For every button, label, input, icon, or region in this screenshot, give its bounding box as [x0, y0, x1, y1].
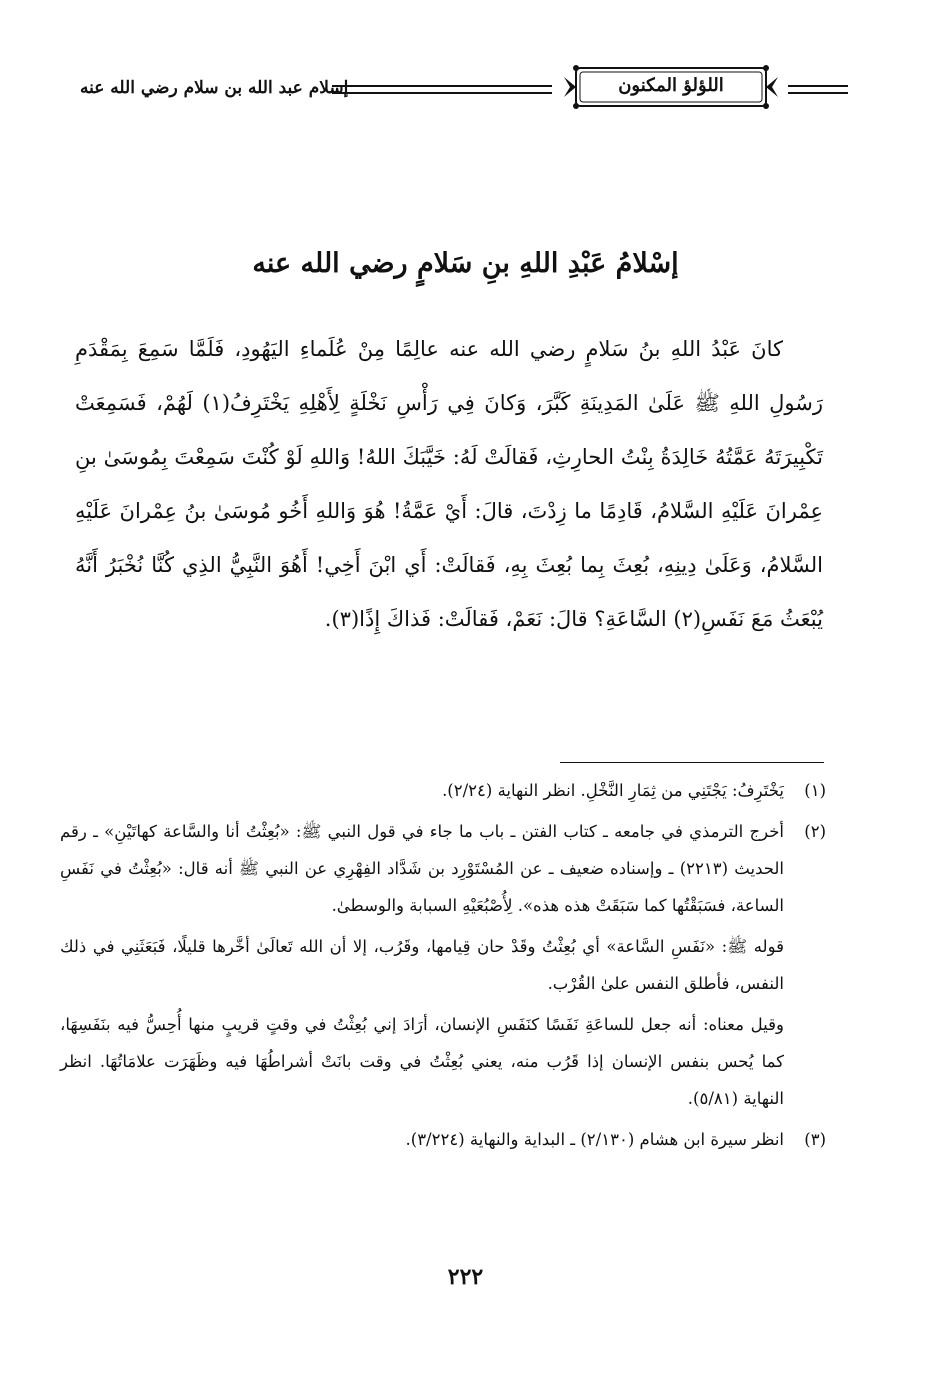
- footnote-text: أخرج الترمذي في جامعه ـ كتاب الفتن ـ باب ما جاء في قول النبي ﷺ: «بُعِثْتُ أنا والسَّاعة كهاتَيْنِ» ـ رقم الحديث (٢٢١٣) ـ وإسناده ضعيف ـ عن المُسْتَوْرِد بن شَدَّاد الفِهْرِي عن النبي ﷺ أنه قال: «بُعِثْتُ في نَفَسِ الساعة، فسَبَقْتُها كما سَبَقَتْ هذه هذه». لِأُصْبُعَيْهِ السبابة والوسطىٰ.: [60, 822, 784, 915]
- footnote-separator: [560, 762, 824, 763]
- footnote-text: انظر سيرة ابن هشام (٢/١٣٠) ـ البداية والنهاية (٣/٢٢٤).: [405, 1130, 784, 1149]
- footnote-text: يَخْتَرِفُ: يَجْتَنِي من ثِمَارِ النَّخْلِ. انظر النهاية (٢/٢٤).: [442, 781, 784, 800]
- footnotes: [60, 772, 826, 1158]
- footnote-1: [60, 772, 826, 809]
- main-paragraph: [75, 322, 823, 646]
- running-header: [70, 58, 860, 122]
- book-title: اللؤلؤ المكنون: [618, 75, 724, 96]
- footnote-3: [60, 1121, 826, 1158]
- header-double-rule-left: [332, 85, 552, 94]
- footnote-number: (١): [804, 781, 826, 800]
- running-chapter-title: إسلام عبد الله بن سلام رضي الله عنه: [80, 78, 349, 98]
- footnote-subparagraph: وقيل معناه: أنه جعل للساعَةِ نَفَسًا كنَفَسِ الإنسان، أرَادَ إني بُعِثْتُ في وقتٍ قريبٍ منها أُحِسُّ فيه بنَفَسِهَا، كما يُحس بنفس الإنسان إذا قَرُب منه، يعني بُعِثْتُ في وقت بانَتْ أشراطُهَا فيه وظَهَرَت علامَاتُهَا. انظر النهاية (٥/٨١).: [60, 1015, 784, 1108]
- footnote-number: (٢): [804, 822, 826, 841]
- book-title-frame: [562, 62, 780, 112]
- footnote-subparagraph: قوله ﷺ: «نَفَسِ السَّاعة» أي بُعِثْتُ وقَدْ حان قِيامها، وقَرُب، إلا أن الله تَعالَىٰ أخَّرها قليلًا، فَبَعَثَنِي في ذلك النفس، فأطلق النفس علىٰ القُرْب.: [60, 937, 784, 993]
- main-paragraph-text: كانَ عَبْدُ اللهِ بنُ سَلامٍ رضي الله عنه عالِمًا مِنْ عُلَماءِ اليَهُودِ، فَلَمَّا سَمِعَ بِمَقْدَمِ رَسُولِ اللهِ ﷺ عَلَىٰ المَدِينَةِ كَبَّرَ، وَكانَ فِي رَأْسِ نَخْلَةٍ لِأَهْلِهِ يَخْتَرِفُ(١) لَهُمْ، فَسَمِعَتْ تَكْبِيرَتَهُ عَمَّتُهُ خَالِدَةُ بِنْتُ الحارِثِ، فَقالَتْ لَهُ: خَيَّبَكَ اللهُ! وَاللهِ لَوْ كُنْتَ سَمِعْتَ بِمُوسَىٰ بنِ عِمْرانَ عَلَيْهِ السَّلامُ، قَادِمًا ما زِدْتَ، قالَ: أَيْ عَمَّةُ! هُوَ وَاللهِ أَخُو مُوسَىٰ بنُ عِمْرانَ عَلَيْهِ السَّلامُ، وَعَلَىٰ دِينِهِ، بُعِثَ بِما بُعِثَ بِهِ، فَقالَتْ: أَي ابْنَ أَخِي! أَهُوَ النَّبِيُّ الذِي كُنَّا نُخْبَرُ أَنَّهُ يُبْعَثُ مَعَ نَفَسِ(٢) السَّاعَةِ؟ قالَ: نَعَمْ، فَقالَتْ: فَذاكَ إِذًا(٣).: [75, 337, 823, 631]
- footnote-2: [60, 813, 826, 1117]
- page-number: ٢٢٢: [447, 1264, 484, 1290]
- footnote-number: (٣): [804, 1130, 826, 1149]
- header-double-rule-right: [788, 85, 848, 94]
- chapter-title: إسْلامُ عَبْدِ اللهِ بنِ سَلامٍ رضي الله عنه: [252, 248, 679, 279]
